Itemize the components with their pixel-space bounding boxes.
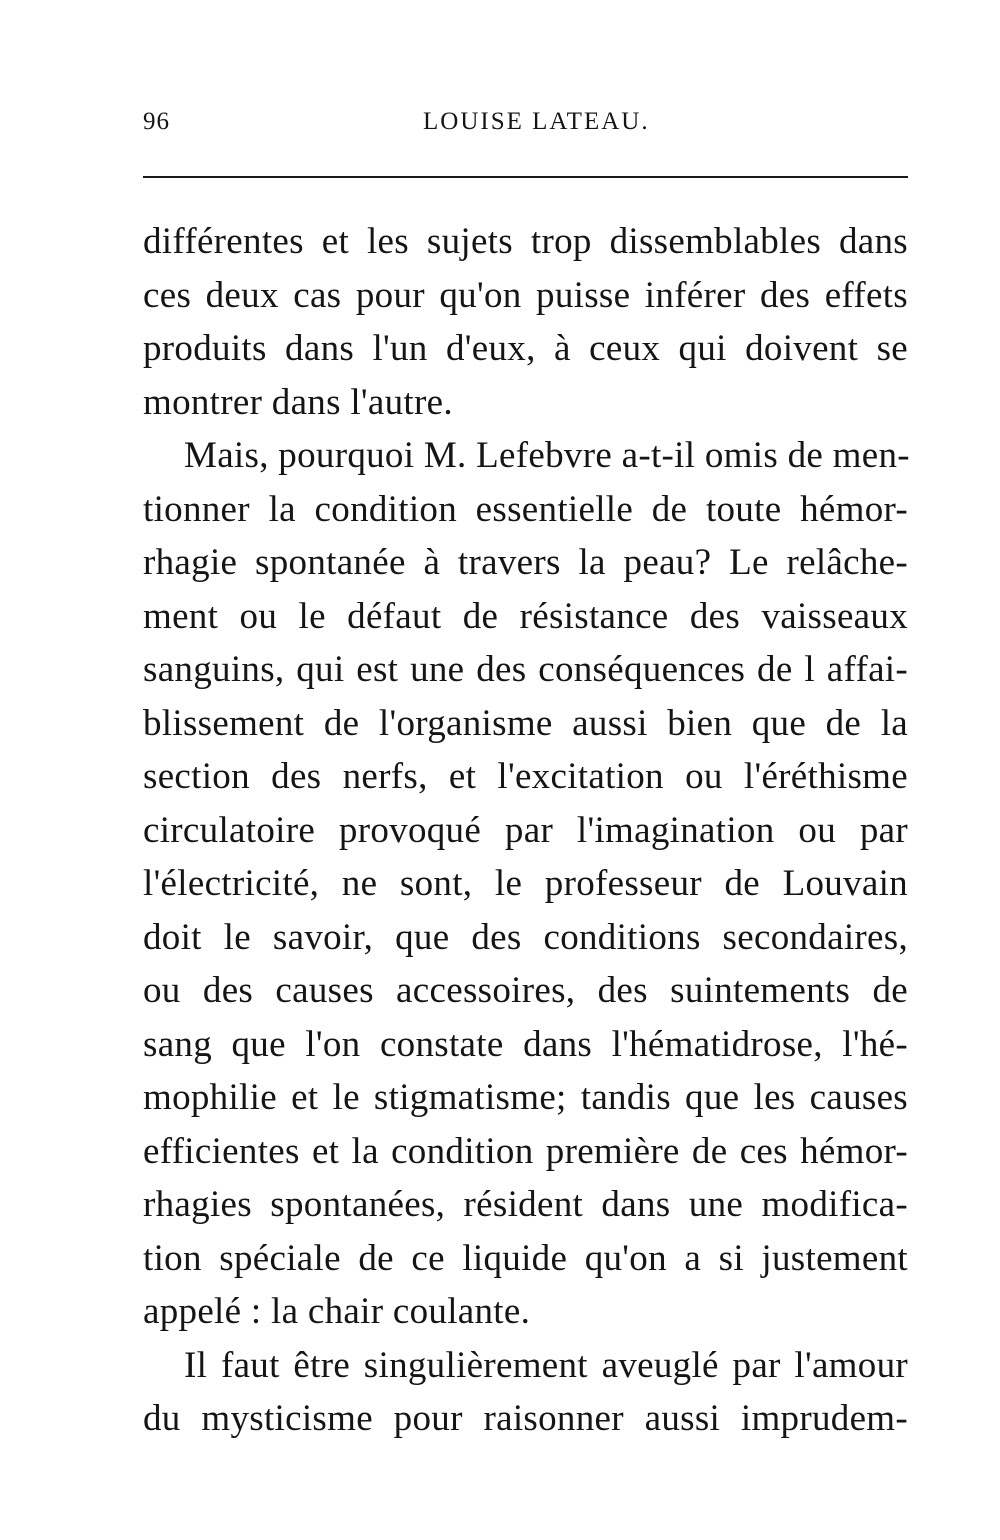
text-line: différentes et les sujets trop dissemblables dans	[143, 221, 908, 262]
text-line: sanguins, qui est une des conséquences de l affai-	[143, 649, 908, 690]
running-title: LOUISE LATEAU.	[423, 108, 650, 135]
text-line: du mysticisme pour raisonner aussi imprudem-	[143, 1398, 908, 1439]
text-line: Mais, pourquoi M. Lefebvre a-t-il omis de men-	[184, 435, 910, 476]
text-line: rhagies spontanées, résident dans une modifica-	[143, 1184, 908, 1225]
text-line: l'électricité, ne sont, le professeur de Louvain	[143, 863, 908, 904]
text-line: circulatoire provoqué par l'imagination ou par	[143, 810, 908, 851]
text-line: sang que l'on constate dans l'hématidrose, l'hé-	[143, 1024, 908, 1065]
page-number: 96	[143, 108, 170, 135]
text-line: ment ou le défaut de résistance des vaisseaux	[143, 596, 908, 637]
text-line: blissement de l'organisme aussi bien que de la	[143, 703, 908, 744]
text-line: appelé : la chair coulante.	[143, 1291, 531, 1332]
text-line: Il faut être singulièrement aveuglé par l'amour	[184, 1345, 908, 1386]
text-line: tionner la condition essentielle de toute hémor-	[143, 489, 908, 530]
text-line: efficientes et la condition première de ces hémor-	[143, 1131, 908, 1172]
text-line: tion spéciale de ce liquide qu'on a si justement	[143, 1238, 908, 1279]
running-head	[143, 108, 908, 148]
text-line: doit le savoir, que des conditions secondaires,	[143, 917, 908, 958]
text-line: ou des causes accessoires, des suintements de	[143, 970, 908, 1011]
text-line: produits dans l'un d'eux, à ceux qui doivent se	[143, 328, 908, 369]
text-line: section des nerfs, et l'excitation ou l'éréthisme	[143, 756, 908, 797]
text-line: ces deux cas pour qu'on puisse inférer des effets	[143, 275, 908, 316]
text-line: montrer dans l'autre.	[143, 382, 453, 423]
text-line: rhagie spontanée à travers la peau? Le relâche-	[143, 542, 908, 583]
header-rule	[143, 176, 908, 178]
text-line: mophilie et le stigmatisme; tandis que les causes	[143, 1077, 908, 1118]
